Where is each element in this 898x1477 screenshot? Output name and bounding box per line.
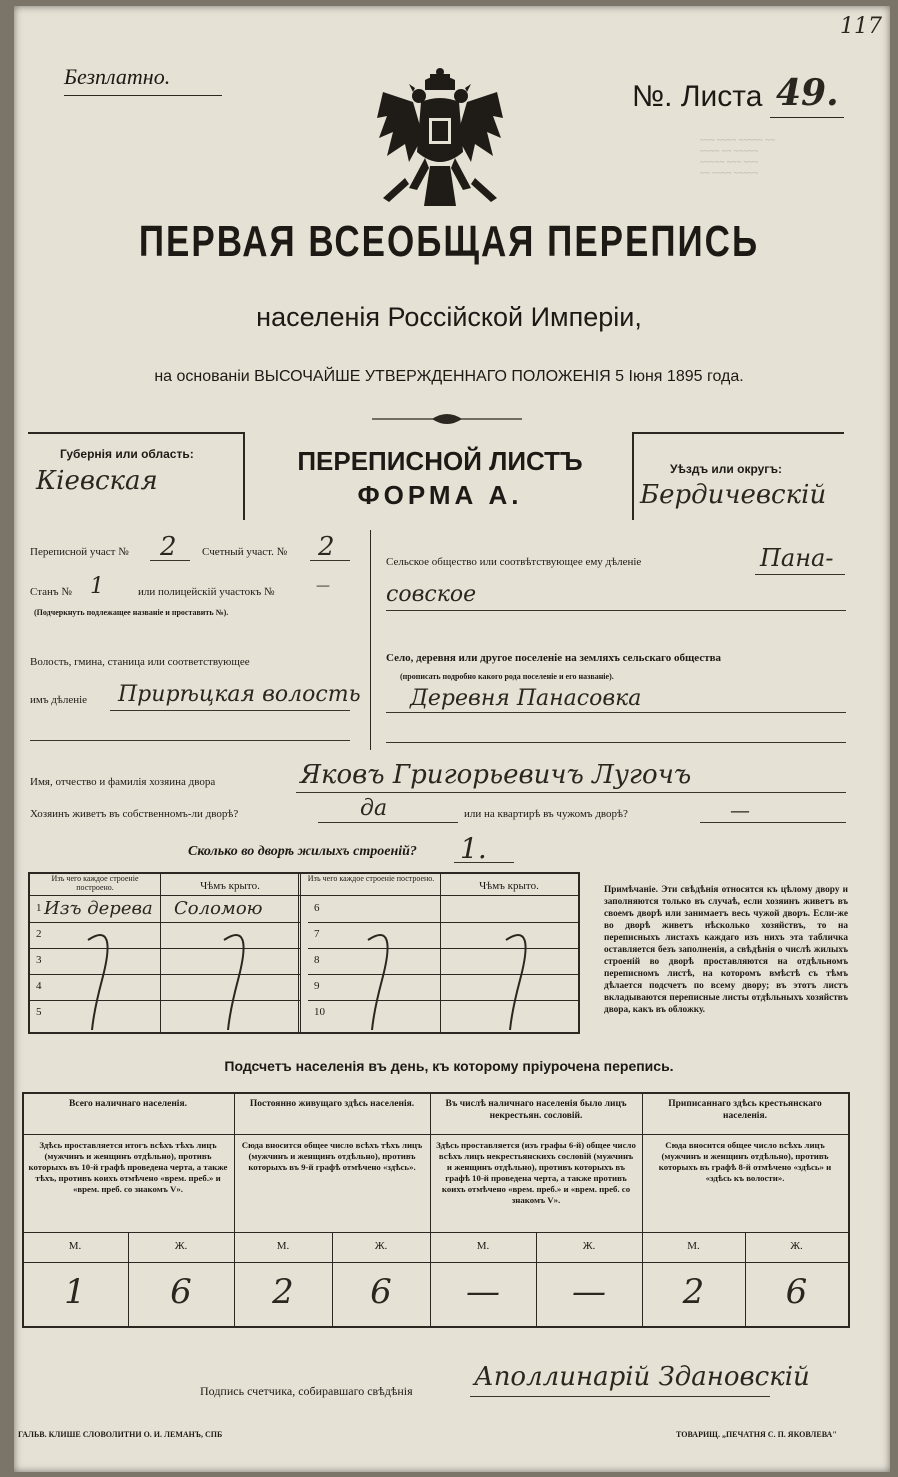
- count-zh-head: Ж.: [582, 1240, 596, 1252]
- sheet-number-value: 49.: [776, 72, 839, 114]
- volost-value: Прирѣцкая волость: [118, 682, 361, 707]
- underline: [755, 574, 845, 575]
- obshchestvo-value: Пана-: [760, 544, 834, 572]
- count-value-m: 1: [64, 1272, 86, 1312]
- obshchestvo-value-2: совское: [386, 582, 477, 607]
- count-m-head: М.: [68, 1240, 82, 1252]
- count-value-zh: 6: [170, 1272, 192, 1312]
- form-subtitle: ФОРМА А.: [357, 480, 523, 510]
- buildings-label: Сколько во дворѣ жилыхъ строеній?: [188, 844, 417, 859]
- underline: [150, 560, 190, 561]
- sheet-number-label: №. Листа: [632, 80, 763, 113]
- count-head: Всего наличнаго населенія.: [69, 1099, 187, 1109]
- rule: [28, 432, 243, 434]
- row-number: 3: [36, 954, 42, 966]
- lives-label: Хозяинъ живетъ въ собственномъ-ли дворѣ?: [30, 808, 239, 820]
- footer-left: ГАЛЬВ. КЛИШЕ СЛОВОЛИТНИ О. И. ЛЕМАНЪ, СПБ: [18, 1430, 223, 1439]
- rent-label: или на квартирѣ въ чужомъ дворѣ?: [464, 808, 628, 820]
- count-desc: Здѣсь проставляется итогъ всѣхъ тѣхъ лицъ (мужчинъ и женщинъ отдѣльно), противъ которыхъ въ 10-й графѣ проведена черта, а также тѣхъ, противъ коихъ отмѣчено «врем. преб.» и «врем. преб. со знакомъ V».: [28, 1140, 228, 1194]
- row-number: 2: [36, 928, 42, 940]
- owner-value: Яковъ Григорьевичъ Лугочъ: [300, 760, 692, 790]
- count-head: Въ числѣ наличнаго населенія было лицъ некрестьян. сословій.: [445, 1099, 627, 1121]
- count-zh-head: Ж.: [374, 1240, 388, 1252]
- count-zh-head: Ж.: [174, 1240, 188, 1252]
- form-title: ПЕРЕПИСНОЙ ЛИСТЪ: [297, 446, 583, 476]
- underline: [386, 712, 846, 713]
- sheet-number-underline: [770, 117, 844, 118]
- buildings-value: 1.: [460, 832, 487, 865]
- volost-label: Волость, гмина, станица или соответствующее: [30, 656, 250, 668]
- count-title: Подсчетъ населенія въ день, къ которому пріурочена перепись.: [224, 1058, 674, 1074]
- page-number: 117: [840, 14, 882, 39]
- free-label: Безплатно.: [64, 64, 171, 89]
- underline: [318, 822, 458, 823]
- material-head-left: Изъ чего каждое строеніе построено.: [51, 874, 139, 892]
- uezd-value: Бердичевскій: [640, 480, 827, 510]
- underline: [386, 610, 846, 611]
- row-number: 8: [314, 954, 320, 966]
- column-divider: [370, 530, 371, 750]
- gubernia-value: Кіевская: [36, 466, 158, 496]
- table-rule: [28, 895, 578, 896]
- row-number: 7: [314, 928, 320, 940]
- uchastok-label: Переписной участ №: [30, 546, 129, 558]
- row-number: 4: [36, 980, 42, 992]
- stan-label: Станъ №: [30, 586, 72, 598]
- underline: [30, 740, 350, 741]
- rent-value: —: [730, 798, 750, 822]
- count-head: Приписаннаго здѣсь крестьянскаго населенія.: [668, 1099, 822, 1121]
- sign-label: Подпись счетчика, собиравшаго свѣдѣнія: [200, 1384, 413, 1398]
- volost-label-2: имъ дѣленіе: [30, 694, 88, 706]
- row-number: 9: [314, 980, 320, 992]
- underline: [700, 822, 846, 823]
- page-title: ПЕРВАЯ ВСЕОБЩАЯ ПЕРЕПИСЬ: [138, 217, 760, 266]
- obshchestvo-label: Сельское общество или соотвѣтствующее ему дѣленіе: [386, 556, 642, 568]
- schet-label: Счетный участ. №: [202, 546, 288, 558]
- count-head: Постоянно живущаго здѣсь населенія.: [249, 1099, 415, 1109]
- underline: [310, 560, 350, 561]
- basis-line: на основаніи ВЫСОЧАЙШЕ УТВЕРЖДЕННАГО ПОЛОЖЕНІЯ 5 Іюня 1895 года.: [154, 368, 744, 385]
- count-value-m: —: [466, 1272, 500, 1312]
- row-number: 1: [36, 902, 42, 914]
- rule: [632, 432, 844, 434]
- count-desc: Сюда вносится общее число всѣхъ тѣхъ лицъ (мужчинъ и женщинъ отдѣльно), противъ которыхъ въ 9-й графѣ отмѣчено «здѣсь».: [241, 1140, 423, 1172]
- row-number: 6: [314, 902, 320, 914]
- roof-head-left: Чѣмъ крыто.: [200, 880, 260, 892]
- dittomarks: [28, 920, 576, 1030]
- footer-right: ТОВАРИЩ. „ПЕЧАТНЯ С. П. ЯКОВЛЕВА": [676, 1430, 837, 1439]
- rule: [632, 432, 634, 520]
- table-rule: [22, 1262, 848, 1263]
- schet-value: 2: [318, 532, 335, 562]
- underline: [110, 710, 350, 711]
- count-desc: Сюда вносится общее число всѣхъ лицъ (мужчинъ и женщинъ отдѣльно), противъ которыхъ въ графѣ 8-й отмѣчено «здѣсь» и «здѣсь къ волости».: [658, 1140, 832, 1183]
- count-m-head: М.: [687, 1240, 700, 1252]
- owner-label: Имя, отчество и фамилія хозяина двора: [30, 776, 216, 788]
- sign-value: Аполлинарій Здановскій: [474, 1362, 810, 1392]
- table-rule: [22, 1134, 848, 1135]
- police-value: —: [316, 578, 330, 594]
- row-number: 5: [36, 1006, 42, 1018]
- roof-head-right: Чѣмъ крыто.: [479, 880, 539, 892]
- count-zh-head: Ж.: [790, 1240, 803, 1252]
- free-underline: [64, 95, 222, 96]
- underline: [296, 792, 846, 793]
- uchastok-value: 2: [160, 532, 177, 562]
- count-value-zh: 6: [785, 1272, 808, 1312]
- count-m-head: М.: [476, 1240, 490, 1252]
- count-value-m: 2: [682, 1272, 705, 1312]
- material-head-right: Изъ чего каждое строеніе построено.: [307, 874, 435, 883]
- imperial-eagle-icon: [375, 66, 505, 216]
- police-label: или полицейскій участокъ №: [138, 586, 275, 598]
- ornament-divider: [372, 410, 522, 428]
- underline: [386, 742, 846, 743]
- row1-roof: Соломою: [174, 898, 263, 919]
- selo-label: Село, деревня или другое поселеніе на земляхъ сельскаго общества: [386, 652, 722, 664]
- bleed-through-text: ~~~ ~~~~ ~~~~~ ~~ ~~~~ ~~ ~~~~~ ~~~~~ ~~~ ~~~ ~~ ~~~~ ~~~~~: [700, 135, 775, 178]
- underline: [470, 1396, 770, 1397]
- uezd-label: Уѣздъ или округъ:: [670, 462, 783, 476]
- count-desc: Здѣсь проставляется (изъ графы 6-й) общее число всѣхъ лицъ некрестьянскихъ сословій (мужчинъ и женщинъ отдѣльно), противъ которыхъ въ графѣ 10-й проведена черта, а также противъ коихъ отмѣчено «врем. преб.» и «врем. преб. со знакомъ V».: [436, 1140, 636, 1205]
- underline: [454, 862, 514, 863]
- gubernia-label: Губернія или область:: [60, 447, 194, 461]
- count-m-head: М.: [276, 1240, 290, 1252]
- buildings-note: Примѣчаніе. Эти свѣдѣнія относятся къ цѣлому двору и заполняются только въ случаѣ, если хозяинъ живетъ въ своемъ дворѣ или занимаетъ весь чужой дворъ. Если-же во дворѣ живетъ нѣсколько хозяйствъ, то на переписныхъ листахъ каждаго изъ нихъ эта табличка оставляется безъ заполненія, а свѣдѣнія о числѣ жилыхъ строеній во дворѣ проставляются на отдѣльномъ переписномъ листѣ, на которомъ вмѣстѣ съ тѣмъ дѣлается подсчетъ по всему двору; въ этотъ листъ вкладываются переписные листы отдѣльныхъ хозяйствъ двора, какъ въ обложку.: [604, 885, 848, 1015]
- selo-note: (прописать подробно какого рода поселеніе и его названіе).: [400, 672, 614, 681]
- lives-value: да: [360, 796, 388, 821]
- table-rule: [22, 1232, 848, 1233]
- selo-value: Деревня Панасовка: [410, 686, 642, 711]
- row1-material: Изъ дерева: [44, 898, 153, 919]
- count-value-m: 2: [272, 1272, 294, 1312]
- underline-note: (Подчеркнуть подлежащее названіе и проставить №).: [34, 608, 229, 617]
- count-value-zh: 6: [370, 1272, 392, 1312]
- count-value-zh: —: [572, 1272, 606, 1312]
- row-number: 10: [314, 1006, 325, 1018]
- rule: [243, 432, 245, 520]
- stan-value: 1: [90, 574, 104, 599]
- subtitle: населенія Россійской Имперіи,: [256, 302, 642, 332]
